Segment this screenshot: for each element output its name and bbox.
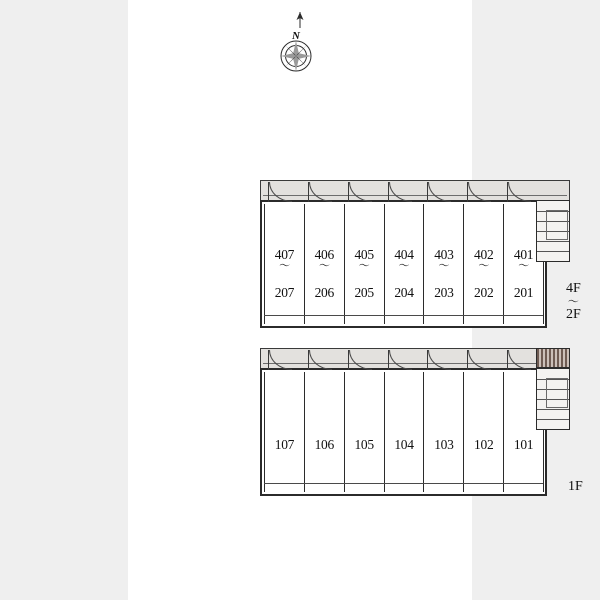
room-number-bottom: 201 [513,285,534,301]
room-unit[interactable] [304,372,345,492]
room-unit[interactable] [264,204,305,324]
room-number-bottom: 203 [434,285,454,301]
floor-label-upper [566,282,581,322]
room-number-top: 104 [394,437,414,453]
door-swing-icon [467,350,494,370]
floor-label-bottom: 2F [566,306,581,322]
room-unit[interactable] [344,204,385,324]
entrance-hatch [536,348,570,368]
room-label [394,424,413,452]
floor-label-top: 1F [568,479,583,494]
room-label [474,424,493,452]
door-swing-icon [268,182,295,202]
stair-landing-upper [546,210,568,240]
room-number-top: 404 [394,247,414,263]
door-swing-icon [308,182,335,202]
room-number-bottom: 205 [354,285,374,301]
rooms-lower [264,372,543,492]
room-unit[interactable] [463,204,504,324]
room-range-tilde: 〜 [478,260,490,273]
room-label [315,424,334,452]
balcony-strip-lower [264,483,543,494]
room-unit[interactable] [384,204,425,324]
room-unit[interactable] [344,372,385,492]
room-number-top: 403 [434,247,454,263]
room-number-top: 101 [513,437,534,453]
room-label [434,424,453,452]
floor-block-upper [260,180,570,328]
room-range-tilde: 〜 [318,260,330,273]
room-number-top: 402 [474,247,494,263]
door-swing-icon [507,350,534,370]
floor-label-lower [568,480,583,495]
room-number-top: 106 [314,437,334,453]
room-number-bottom: 207 [274,285,295,301]
balcony-strip-upper [264,315,543,326]
room-number-bottom: 202 [474,285,494,301]
room-label [514,424,533,452]
room-label [434,234,453,301]
stair-landing-lower [546,378,568,408]
compass-rose-icon [266,8,330,88]
door-swing-icon [308,350,335,370]
door-swing-icon [388,350,415,370]
room-range-tilde: 〜 [518,260,529,273]
door-swing-icon [268,350,295,370]
room-label [315,234,334,301]
floor-label-tilde: 〜 [567,295,579,308]
room-range-tilde: 〜 [279,260,290,273]
floor-block-lower [260,348,570,496]
door-swing-icon [348,350,375,370]
room-number-top: 407 [274,247,295,263]
room-unit[interactable] [384,372,425,492]
floor-label-top: 4F [566,281,581,296]
door-swing-icon [507,182,534,202]
room-range-tilde: 〜 [358,260,370,273]
room-number-top: 103 [434,437,454,453]
room-range-tilde: 〜 [398,260,410,273]
room-label [275,234,294,301]
room-label [514,234,533,301]
door-swing-icon [388,182,415,202]
room-label [474,234,493,301]
room-label [354,424,373,452]
door-swing-icon [427,350,454,370]
floorplan-sheet [128,0,583,600]
door-swing-icon [427,182,454,202]
room-number-top: 107 [274,437,295,453]
room-number-top: 401 [513,247,534,263]
room-number-top: 102 [474,437,494,453]
compass-north-label: N [292,30,300,42]
room-range-tilde: 〜 [438,260,450,273]
room-number-bottom: 204 [394,285,414,301]
room-unit[interactable] [463,372,504,492]
room-number-top: 405 [354,247,374,263]
room-label [394,234,413,301]
room-unit[interactable] [264,372,305,492]
room-number-top: 406 [314,247,334,263]
room-number-bottom: 206 [314,285,334,301]
door-swing-icon [348,182,375,202]
door-swing-icon [467,182,494,202]
room-label [275,424,294,452]
rooms-upper [264,204,543,324]
room-label [354,234,373,301]
room-number-top: 105 [354,437,374,453]
room-unit[interactable] [304,204,345,324]
room-unit[interactable] [423,204,464,324]
room-unit[interactable] [423,372,464,492]
